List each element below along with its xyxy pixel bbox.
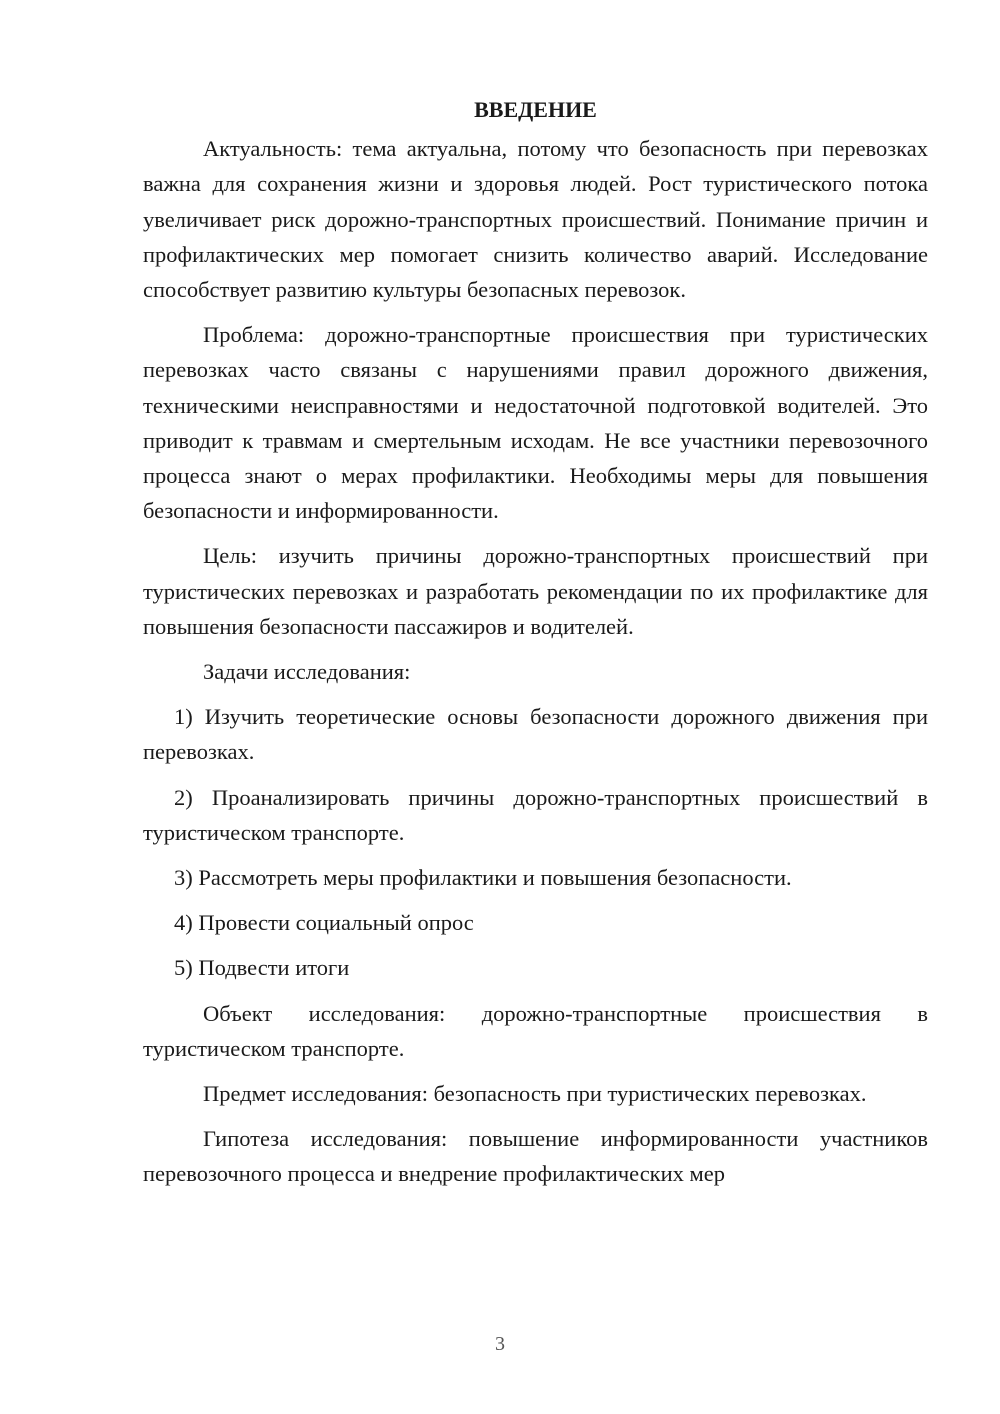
goal-paragraph: Цель: изучить причины дорожно-транспортных происшествий при туристических перевозках и разработать рекомендации по их профилактике для повышения безопасности пассажиров и водителей.	[143, 543, 928, 639]
task-item-5: 5) Подвести итоги	[174, 955, 350, 981]
section-title: ВВЕДЕНИЕ	[474, 97, 597, 122]
task-item-4: 4) Провести социальный опрос	[174, 910, 474, 936]
object-paragraph: Объект исследования: дорожно-транспортные происшествия в туристическом транспорте.	[143, 1000, 928, 1061]
subject-paragraph: Предмет исследования: безопасность при туристических перевозках.	[203, 1081, 867, 1107]
tasks-heading: Задачи исследования:	[203, 659, 411, 685]
hypothesis-paragraph: Гипотеза исследования: повышение информированности участников перевозочного процесса и внедрение профилактических мер	[143, 1126, 928, 1187]
document-page	[143, 92, 928, 1202]
task-item-3: 3) Рассмотреть меры профилактики и повышения безопасности.	[174, 865, 792, 891]
page-number: 3	[495, 1333, 505, 1355]
problem-paragraph: Проблема: дорожно-транспортные происшествия при туристических перевозках часто связаны с нарушениями правил дорожного движения, техническими неисправностями и недостаточной подготовкой водителей. Это приводит к травмам и смертельным исходам. Не все участники перевозочного процесса знают о мерах профилактики. Необходимы меры для повышения безопасности и информированности.	[143, 322, 928, 524]
task-item-1: 1) Изучить теоретические основы безопасности дорожного движения при перевозках.	[143, 704, 928, 765]
task-item-2: 2) Проанализировать причины дорожно-транспортных происшествий в туристическом транспорте.	[143, 784, 928, 845]
relevance-paragraph: Актуальность: тема актуальна, потому что безопасность при перевозках важна для сохранения жизни и здоровья людей. Рост туристического потока увеличивает риск дорожно-транспортных происшествий. Понимание причин и профилактических мер помогает снизить количество аварий. Исследование способствует развитию культуры безопасных перевозок.	[143, 136, 928, 303]
